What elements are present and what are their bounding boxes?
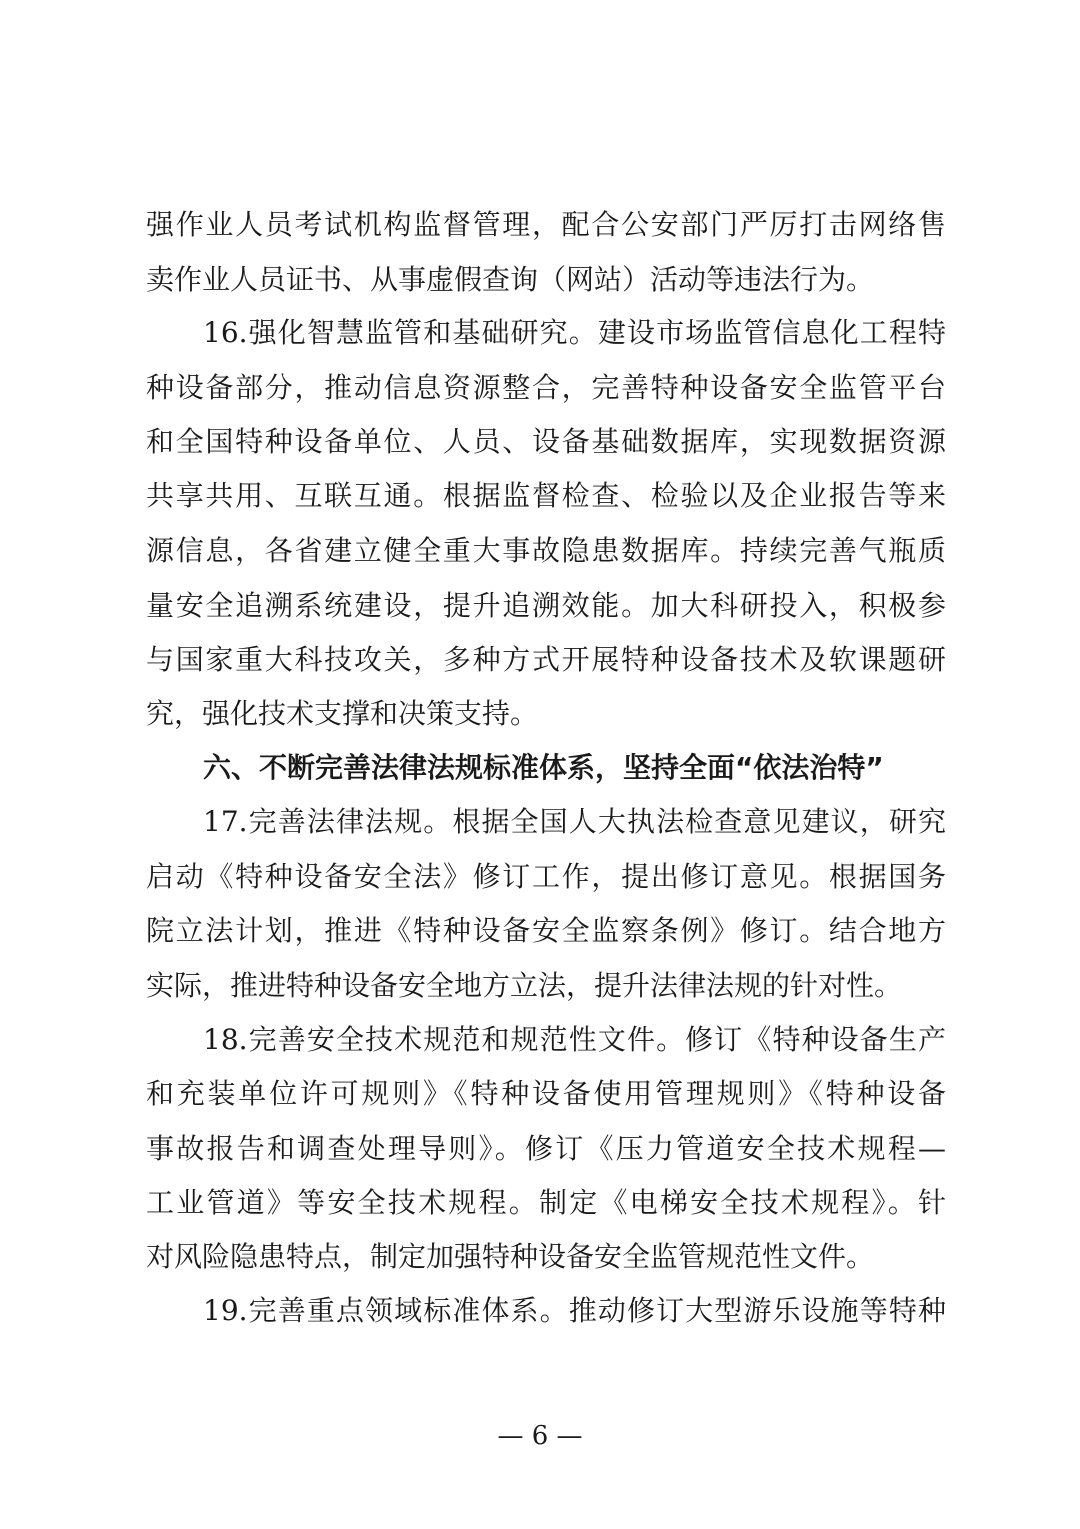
body-text-line: 事故报告和调查处理导则》。修订《压力管道安全技术规程— (146, 1132, 946, 1165)
section-19-first-line: 19.完善重点领域标准体系。推动修订大型游乐设施等特种 (203, 1294, 946, 1327)
body-text-line: 工业管道》等安全技术规程。制定《电梯安全技术规程》。针 (146, 1186, 946, 1219)
section-16-first-line: 16.强化智慧监管和基础研究。建设市场监管信息化工程特 (203, 316, 946, 349)
body-text-line: 和全国特种设备单位、人员、设备基础数据库，实现数据资源 (146, 425, 946, 458)
body-text-line: 量安全追溯系统建设，提升追溯效能。加大科研投入，积极参 (146, 589, 946, 622)
section-17-first-line: 17.完善法律法规。根据全国人大执法检查意见建议，研究 (203, 805, 946, 838)
body-text-line: 种设备部分，推动信息资源整合，完善特种设备安全监管平台 (146, 371, 946, 404)
body-text-line: 共享共用、互联互通。根据监督检查、检验以及企业报告等来 (146, 479, 946, 512)
page-number: — 6 — (497, 1421, 583, 1451)
body-text-line: 源信息，各省建立健全重大事故隐患数据库。持续完善气瓶质 (146, 534, 946, 567)
body-text-line: 与国家重大科技攻关，多种方式开展特种设备技术及软课题研 (146, 643, 946, 676)
body-text-line: 院立法计划，推进《特种设备安全监察条例》修订。结合地方 (146, 914, 946, 947)
section-18-first-line: 18.完善安全技术规范和规范性文件。修订《特种设备生产 (203, 1023, 946, 1056)
body-text-line: 和充装单位许可规则》《特种设备使用管理规则》《特种设备 (146, 1077, 946, 1110)
body-text-line: 实际，推进特种设备安全地方立法，提升法律法规的针对性。 (146, 969, 903, 1002)
body-text-line: 究，强化技术支撑和决策支持。 (146, 697, 539, 730)
body-text-line: 卖作业人员证书、从事虚假查询（网站）活动等违法行为。 (146, 263, 875, 296)
body-text-line: 强作业人员考试机构监督管理，配合公安部门严厉打击网络售 (146, 208, 946, 241)
section-heading: 六、不断完善法律法规标准体系，坚持全面“依法治特” (203, 751, 884, 784)
body-text-line: 对风险隐患特点，制定加强特种设备安全监管规范性文件。 (146, 1240, 875, 1273)
body-text-line: 启动《特种设备安全法》修订工作，提出修订意见。根据国务 (146, 860, 946, 893)
